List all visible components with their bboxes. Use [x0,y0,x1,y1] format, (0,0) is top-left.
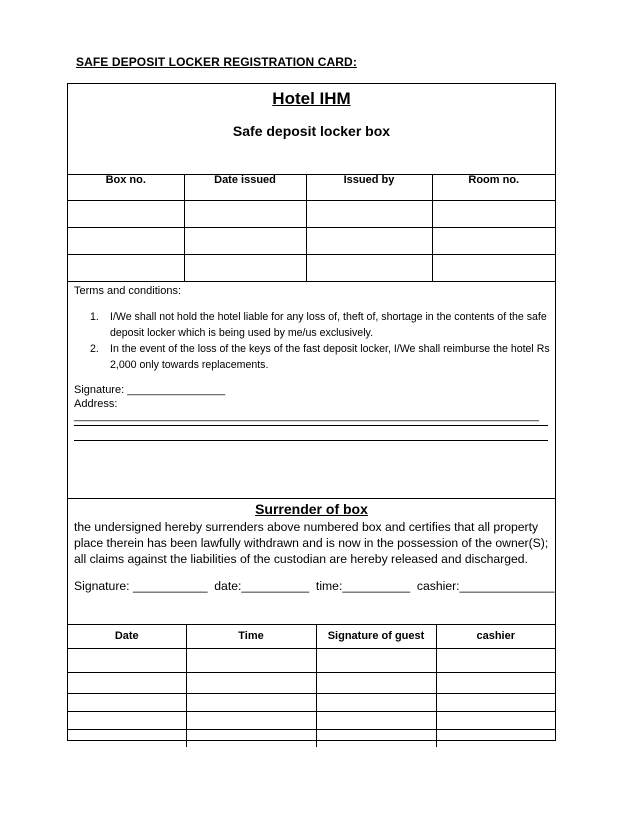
room-no-cell[interactable] [432,227,555,254]
signature-cell[interactable] [316,672,436,693]
column-header-date: Date [68,624,186,648]
table-row [68,672,555,693]
surrender-title: Surrender of box [255,501,368,517]
term-text: I/We shall not hold the hotel liable for any loss of, theft of, shortage in the contents of the safe deposit locker which is being used by me/us exclusively. [110,311,547,339]
date-cell[interactable] [68,711,186,729]
registration-card [67,83,556,741]
time-cell[interactable] [186,648,316,672]
issue-table [68,174,555,282]
table-row [68,729,555,747]
cashier-cell[interactable] [436,672,555,693]
signature-cell[interactable] [316,729,436,747]
box-no-cell[interactable] [68,254,184,281]
terms-list [90,309,550,373]
box-no-cell[interactable] [68,200,184,227]
surrender-log-table [68,624,555,747]
terms-section [68,282,555,499]
terms-heading: Terms and conditions: [74,285,181,297]
date-issued-cell[interactable] [184,254,306,281]
cashier-cell[interactable] [436,729,555,747]
document-title: SAFE DEPOSIT LOCKER REGISTRATION CARD: [76,55,357,69]
table-row [68,200,555,227]
surrender-text: the undersigned hereby surrenders above numbered box and certifies that all property place therein has been lawfully withdrawn and is now in the possession of the owner(S); all claims against the liabilities of the custodian are hereby released and discharged. [74,520,549,566]
issue-table-header [68,174,555,200]
time-cell[interactable] [186,711,316,729]
signature-cell[interactable] [316,693,436,711]
column-header-date-issued: Date issued [184,174,306,200]
issued-by-cell[interactable] [306,254,432,281]
list-item [90,341,550,373]
surrender-section [68,498,555,625]
table-row [68,693,555,711]
column-header-box-no: Box no. [68,174,184,200]
issued-by-cell[interactable] [306,227,432,254]
issued-by-cell[interactable] [306,200,432,227]
table-row [68,254,555,281]
signature-cell[interactable] [316,648,436,672]
surrender-sign-line[interactable]: Signature: ___________ date:__________ time:__________ cashier:______________ [74,579,555,593]
time-cell[interactable] [186,672,316,693]
term-text: In the event of the loss of the keys of the fast deposit locker, I/We shall reimburse the hotel Rs 2,000 only towards replacements. [110,343,550,371]
date-cell[interactable] [68,648,186,672]
cashier-cell[interactable] [436,711,555,729]
column-header-signature-of-guest: Signature of guest [316,624,436,648]
column-header-cashier: cashier [436,624,555,648]
room-no-cell[interactable] [432,200,555,227]
column-header-issued-by: Issued by [306,174,432,200]
list-item [90,309,550,341]
date-cell[interactable] [68,672,186,693]
time-cell[interactable] [186,729,316,747]
list-number: 1. [90,311,99,323]
cashier-cell[interactable] [436,693,555,711]
column-header-room-no: Room no. [432,174,555,200]
card-header [68,84,555,175]
address-line-3[interactable] [74,440,548,441]
table-row [68,648,555,672]
date-cell[interactable] [68,729,186,747]
table-row [68,711,555,729]
signature-cell[interactable] [316,711,436,729]
box-no-cell[interactable] [68,227,184,254]
date-issued-cell[interactable] [184,200,306,227]
log-table-header [68,624,555,648]
column-header-time: Time [186,624,316,648]
room-no-cell[interactable] [432,254,555,281]
address-line-2[interactable] [74,425,548,426]
address-field[interactable]: Address: ____________________________________________________________________________ [74,398,539,422]
cashier-cell[interactable] [436,648,555,672]
signature-field[interactable]: Signature: ________________ [74,384,226,396]
hotel-name: Hotel IHM [272,89,351,108]
time-cell[interactable] [186,693,316,711]
date-cell[interactable] [68,693,186,711]
date-issued-cell[interactable] [184,227,306,254]
card-subtitle: Safe deposit locker box [232,123,391,139]
table-row [68,227,555,254]
list-number: 2. [90,343,99,355]
